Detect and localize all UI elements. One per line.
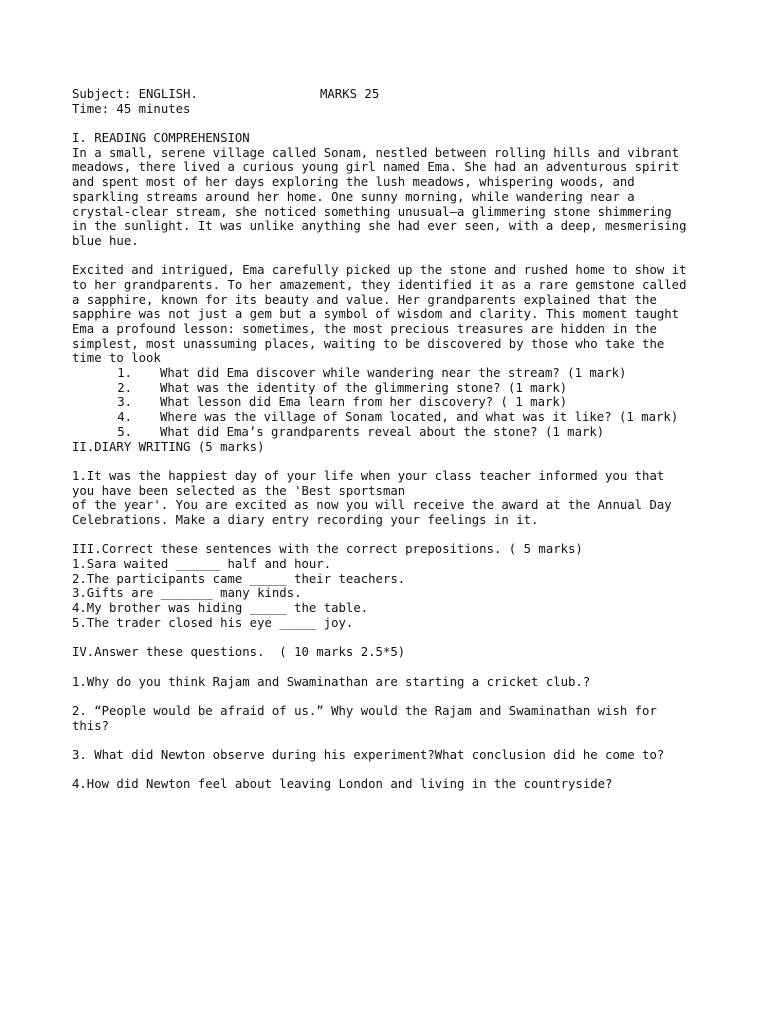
list-item: [72, 410, 712, 425]
question-text: Where was the village of Sonam located, and what was it like? (1 mark): [160, 410, 679, 425]
list-item: [72, 381, 712, 396]
reading-paragraph-1: In a small, serene village called Sonam, nestled between rolling hills and vibrant meadows, there lived a curious young girl named Ema. She had an adventurous spirit and spent most of her days exploring the lush meadows, whispering woods, and sparkling streams around her home. One sunny morning, while wandering near a crystal-clear stream, she noticed something unusual—a glimmering stone shimmering in the sunlight. It was unlike anything she had ever seen, with a deep, mesmerising blue hue.: [72, 145, 687, 248]
time-label: Time: 45 minutes: [72, 101, 191, 116]
reading-heading: I. READING COMPREHENSION: [72, 131, 250, 146]
question-text: What lesson did Ema learn from her discovery? ( 1 mark): [160, 395, 568, 410]
diary-heading: II.DIARY WRITING (5 marks): [72, 439, 265, 454]
answer-questions-heading: IV.Answer these questions. ( 10 marks 2.5*5): [72, 645, 406, 660]
reading-questions-list: [72, 366, 712, 440]
question-3: 3. What did Newton observe during his experiment?What conclusion did he come to?: [72, 748, 665, 763]
question-1: 1.Why do you think Rajam and Swaminathan are starting a cricket club.?: [72, 674, 591, 689]
diary-prompt: 1.It was the happiest day of your life when your class teacher informed you that you have been selected as the 'Best sportsman of the year'. You are excited as now you will receive the award at the Annual Day Celebrations. Make a diary entry recording your feelings in it.: [72, 468, 672, 528]
question-text: What was the identity of the glimmering stone? (1 mark): [160, 380, 568, 395]
header-row: [72, 87, 712, 102]
list-item: 5.The trader closed his eye _____ joy.: [72, 615, 354, 630]
question-2: 2. “People would be afraid of us.” Why would the Rajam and Swaminathan wish for this?: [72, 703, 657, 733]
list-item: 2.The participants came _____ their teachers.: [72, 571, 406, 586]
question-number: 1.: [117, 366, 132, 381]
question-4: 4.How did Newton feel about leaving London and living in the countryside?: [72, 777, 613, 792]
prepositions-list: [72, 557, 712, 630]
list-item: [72, 425, 712, 440]
question-number: 3.: [117, 395, 132, 410]
list-item: [72, 366, 712, 381]
question-number: 2.: [117, 380, 132, 395]
document-page: [72, 87, 712, 792]
list-item: 4.My brother was hiding _____ the table.: [72, 601, 369, 616]
subject-label: Subject: ENGLISH.: [72, 87, 198, 101]
reading-paragraph-2: Excited and intrigued, Ema carefully picked up the stone and rushed home to show it to her grandparents. To her amazement, they identified it as a rare gemstone called a sapphire, known for its beauty and value. Her grandparents explained that the sapphire was not just a gem but a symbol of wisdom and clarity. This moment taught Ema a profound lesson: sometimes, the most precious treasures are hidden in the simplest, most unassuming places, waiting to be discovered by those who take the time to look: [72, 263, 687, 366]
list-item: 1.Sara waited ______ half and hour.: [72, 557, 332, 572]
list-item: [72, 395, 712, 410]
prepositions-heading: III.Correct these sentences with the correct prepositions. ( 5 marks): [72, 542, 583, 557]
question-number: 5.: [117, 424, 132, 439]
question-text: What did Ema discover while wandering near the stream? (1 mark): [160, 366, 627, 381]
list-item: 3.Gifts are _______ many kinds.: [72, 586, 302, 601]
marks-label: MARKS 25: [320, 87, 380, 101]
question-text: What did Ema’s grandparents reveal about the stone? (1 mark): [160, 424, 605, 439]
question-number: 4.: [117, 410, 132, 425]
